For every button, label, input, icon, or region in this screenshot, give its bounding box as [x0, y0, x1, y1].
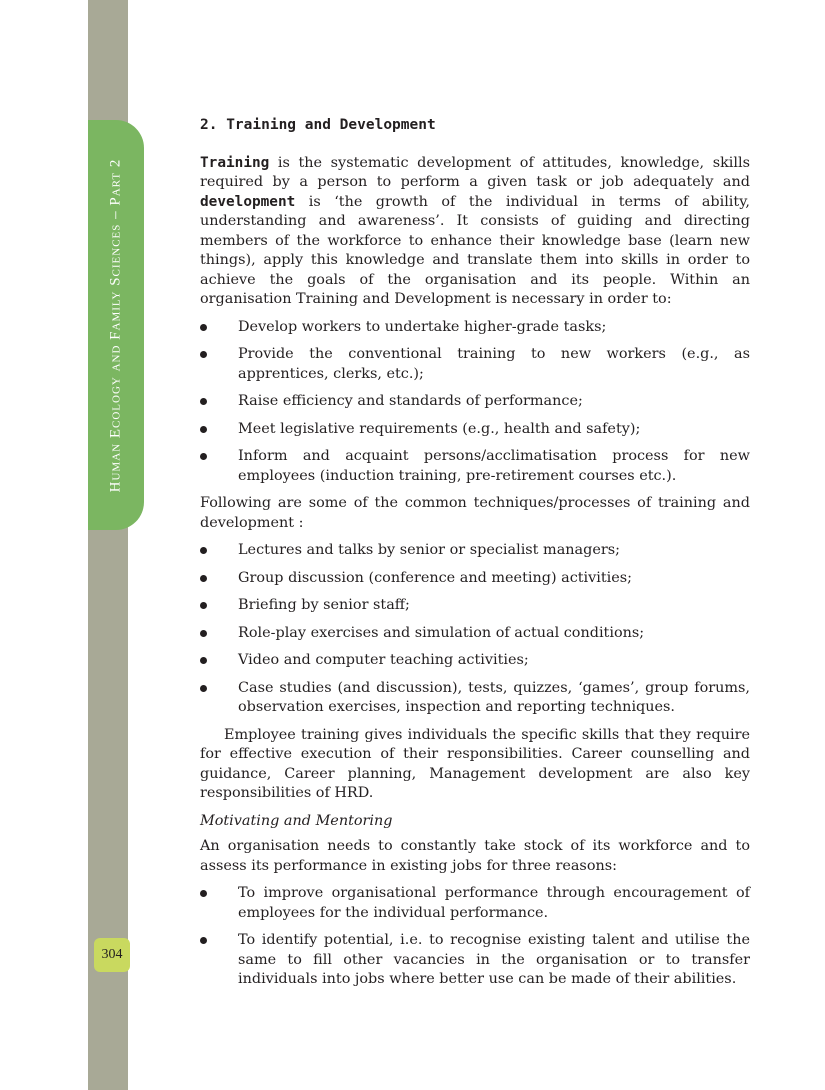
techniques-paragraph: Following are some of the common techniques/processes of training and development : — [200, 495, 750, 531]
intro-text-1: is the systematic development of attitudes, knowledge, skills required by a person to perform a given task or job adequately and — [200, 154, 750, 190]
techniques-list — [200, 541, 750, 718]
list-item: Role-play exercises and simulation of actual conditions; — [200, 624, 750, 644]
list-item: Raise efficiency and standards of performance; — [200, 392, 750, 412]
main-content — [200, 116, 750, 998]
page-number: 304 — [94, 938, 130, 972]
list-item: Video and computer teaching activities; — [200, 651, 750, 671]
bullet-icon — [200, 453, 207, 460]
bullet-icon — [200, 547, 207, 554]
list-item: Meet legislative requirements (e.g., health and safety); — [200, 420, 750, 440]
side-tab-label-wrap — [88, 120, 144, 530]
bullet-icon — [200, 630, 207, 637]
bullet-icon — [200, 398, 207, 405]
list-item: Briefing by senior staff; — [200, 596, 750, 616]
subheading: Motivating and Mentoring — [200, 812, 393, 829]
employee-training-paragraph: Employee training gives individuals the specific skills that they require for effective execution of their responsibilities. Career counselling and guidance, Career planning, Management development are also key responsibilities of HRD. — [200, 726, 750, 801]
purpose-list — [200, 318, 750, 487]
keyword-training: Training — [200, 154, 270, 171]
side-tab-label: Human Ecology and Family Sciences – Part 2 — [107, 158, 124, 492]
keyword-development: development — [200, 193, 296, 210]
bullet-icon — [200, 426, 207, 433]
intro-paragraph — [200, 154, 750, 310]
workforce-paragraph: An organisation needs to constantly take stock of its workforce and to assess its performance in existing jobs for three reasons: — [200, 838, 750, 874]
list-item: Lectures and talks by senior or specialist managers; — [200, 541, 750, 561]
list-item: Case studies (and discussion), tests, quizzes, ‘games’, group forums, observation exercises, inspection and reporting techniques. — [200, 679, 750, 718]
bullet-icon — [200, 602, 207, 609]
list-item: Develop workers to undertake higher-grade tasks; — [200, 318, 750, 338]
bullet-icon — [200, 890, 207, 897]
list-item: Inform and acquaint persons/acclimatisation process for new employees (induction training, pre-retirement courses etc.). — [200, 447, 750, 486]
section-heading: 2. Training and Development — [200, 117, 436, 133]
bullet-icon — [200, 351, 207, 358]
bullet-icon — [200, 937, 207, 944]
bullet-icon — [200, 575, 207, 582]
bullet-icon — [200, 324, 207, 331]
list-item: To improve organisational performance through encouragement of employees for the individual performance. — [200, 884, 750, 923]
intro-text-2: is ‘the growth of the individual in terms of ability, understanding and awareness’. It consists of guiding and directing members of the workforce to enhance their knowledge base (learn new things), apply this knowledge and translate them into skills in order to achieve the goals of the organisation and its people. Within an organisation Training and Development is necessary in order to: — [200, 193, 750, 307]
list-item: Provide the conventional training to new workers (e.g., as apprentices, clerks, etc.); — [200, 345, 750, 384]
bullet-icon — [200, 685, 207, 692]
list-item: To identify potential, i.e. to recognise existing talent and utilise the same to fill other vacancies in the organisation or to transfer individuals into jobs where better use can be made of their abilities. — [200, 931, 750, 990]
list-item: Group discussion (conference and meeting) activities; — [200, 569, 750, 589]
bullet-icon — [200, 657, 207, 664]
reasons-list — [200, 884, 750, 990]
